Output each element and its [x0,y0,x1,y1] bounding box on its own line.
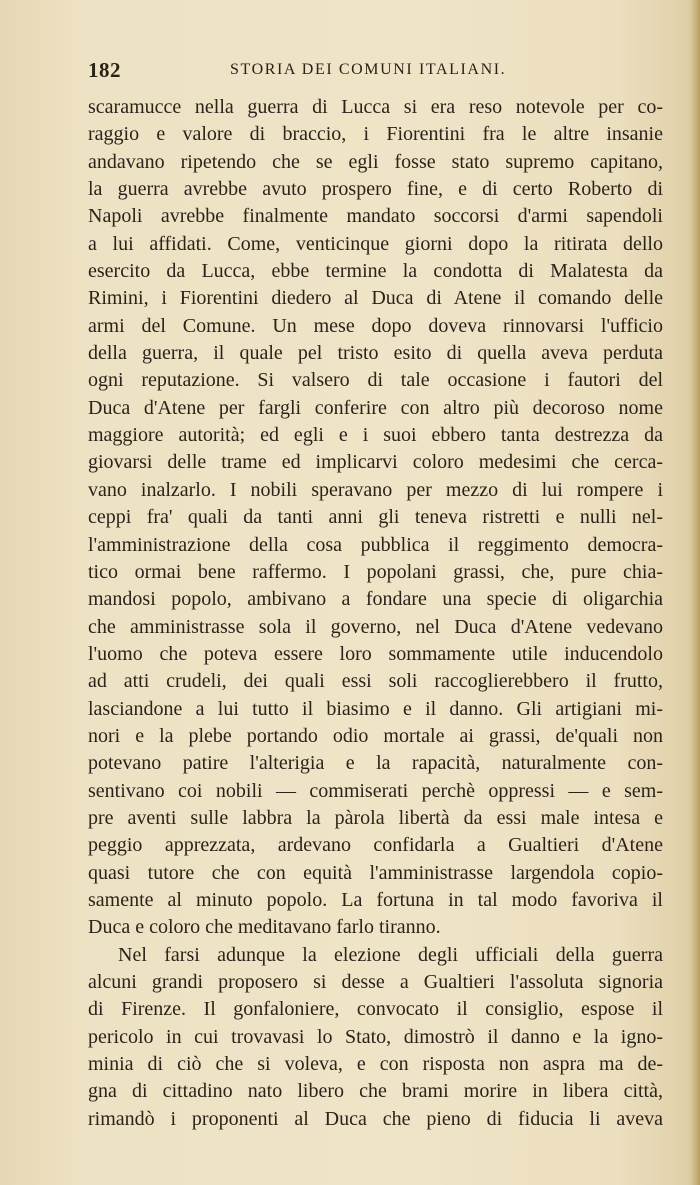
text-line: l'amministrazione della cosa pubblica il reggimento democra- [88,533,663,556]
text-line: peggio apprezzata, ardevano confidarla a Gualtieri d'Atene [88,834,663,857]
text-line: della guerra, il quale pel tristo esito di quella aveva perduta [88,342,663,365]
text-line: rimandò i proponenti al Duca che pieno di fiducia li aveva [88,1107,663,1130]
page-edge [690,0,700,1185]
text-line: alcuni grandi proposero si desse a Gualtieri l'assoluta signoria [88,971,663,993]
text-line: mandosi popolo, ambivano a fondare una specie di oligarchia [88,588,663,611]
paragraph-start-line: Nel farsi adunque la elezione degli ufficiali della guerra [118,943,663,966]
text-line: la guerra avrebbe avuto prospero fine, e di certo Roberto di [88,178,663,201]
text-line: armi del Comune. Un mese dopo doveva rinnovarsi l'ufficio [88,314,663,337]
text-line: scaramucce nella guerra di Lucca si era reso notevole per co- [88,96,663,118]
text-line: samente al minuto popolo. La fortuna in tal modo favoriva il [88,888,663,911]
text-line: quasi tutore che con equità l'amministrasse largendola copio- [88,861,663,884]
text-line: pericolo in cui trovavasi lo Stato, dimostrò il danno e la igno- [88,1025,663,1048]
text-line: nori e la plebe portando odio mortale ai grassi, de'quali non [88,724,663,747]
text-line: che amministrasse sola il governo, nel Duca d'Atene vedevano [88,615,663,638]
text-line: lasciandone a lui tutto il biasimo e il danno. Gli artigiani mi- [88,697,663,720]
text-line: raggio e valore di braccio, i Fiorentini fra le altre insanie [88,123,663,146]
text-line: ogni reputazione. Si valsero di tale occasione i fautori del [88,369,663,392]
text-line: giovarsi delle trame ed implicarvi coloro medesimi che cerca- [88,451,663,474]
page-number: 182 [88,58,121,82]
paragraph-end-line: Duca e coloro che meditavano farlo tiranno. [88,916,441,939]
text-line: Duca d'Atene per fargli conferire con altro più decoroso nome [88,396,663,419]
text-line: Rimini, i Fiorentini diedero al Duca di Atene il comando delle [88,287,663,310]
text-line: gna di cittadino nato libero che brami morire in libera città, [88,1080,663,1103]
text-line: minia di ciò che si voleva, e con risposta non aspra ma de- [88,1053,663,1076]
page-header [88,58,663,86]
text-line: a lui affidati. Come, venticinque giorni dopo la ritirata dello [88,232,663,255]
text-line: esercito da Lucca, ebbe termine la condotta di Malatesta da [88,260,663,283]
text-line: andavano ripetendo che se egli fosse stato supremo capitano, [88,150,663,173]
text-line: pre aventi sulle labbra la pàrola libertà da essi male intesa e [88,806,663,829]
text-line: Napoli avrebbe finalmente mandato soccorsi d'armi sapendoli [88,205,663,228]
text-line: vano inalzarlo. I nobili speravano per mezzo di lui rompere i [88,478,663,501]
text-line: ad atti crudeli, dei quali essi soli raccoglierebbero il frutto, [88,670,663,693]
text-line: potevano patire l'alterigia e la rapacità, naturalmente con- [88,752,663,775]
text-line: tico ormai bene raffermo. I popolani grassi, che, pure chia- [88,560,663,583]
text-line: maggiore autorità; ed egli e i suoi ebbero tanta destrezza da [88,424,663,447]
body-text [88,94,663,1133]
text-line: l'uomo che poteva essere loro sommamente utile inducendolo [88,642,663,665]
text-line: di Firenze. Il gonfaloniere, convocato il consiglio, espose il [88,998,663,1021]
text-line: ceppi fra' quali da tanti anni gli teneva ristretti e nulli nel- [88,506,663,529]
text-line: sentivano coi nobili — commiserati perchè oppressi — e sem- [88,779,663,802]
running-head: STORIA DEI COMUNI ITALIANI. [230,61,507,78]
